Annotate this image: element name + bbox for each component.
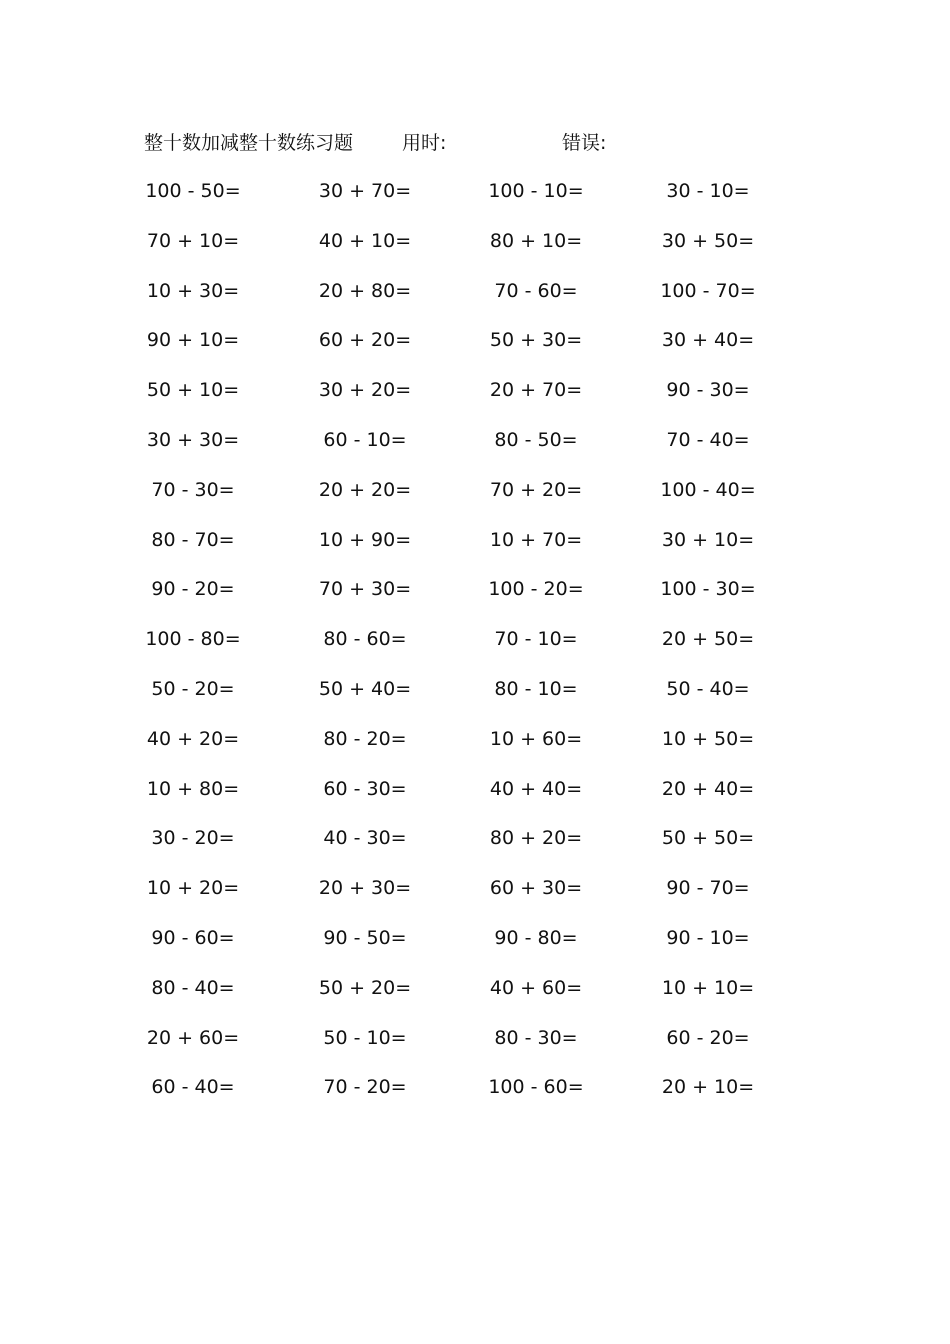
problem-row: [0, 1021, 950, 1071]
problem-item: 70 - 20=: [323, 1076, 407, 1099]
problem-item: 60 - 20=: [666, 1026, 750, 1049]
problem-item: 90 + 10=: [146, 329, 240, 352]
problem-item: 10 + 10=: [661, 976, 755, 999]
problem-row: [0, 572, 950, 622]
problem-item: 20 + 70=: [489, 379, 583, 402]
problem-item: 10 + 50=: [661, 727, 755, 750]
problem-item: 90 - 30=: [666, 379, 750, 402]
problem-item: 20 + 20=: [318, 478, 412, 501]
problem-row: [0, 224, 950, 274]
problem-item: 50 - 10=: [323, 1026, 407, 1049]
problem-item: 100 - 50=: [145, 180, 241, 202]
problem-item: 20 + 60=: [146, 1026, 240, 1049]
error-label: 错误:: [562, 132, 607, 154]
problem-item: 90 - 70=: [666, 877, 750, 900]
problem-row: [0, 473, 950, 523]
problem-item: 30 + 40=: [661, 329, 755, 352]
problem-item: 80 + 20=: [489, 827, 583, 850]
problem-item: 40 + 40=: [489, 777, 583, 800]
problem-item: 60 - 40=: [151, 1076, 235, 1099]
problem-item: 20 + 30=: [318, 877, 412, 900]
problem-row: [0, 1070, 950, 1120]
problem-item: 50 - 40=: [666, 677, 750, 700]
problem-item: 60 - 10=: [323, 428, 407, 451]
problem-item: 100 - 70=: [660, 279, 756, 302]
problem-item: 30 + 10=: [661, 528, 755, 551]
problem-item: 30 + 50=: [661, 229, 755, 252]
problem-item: 30 + 20=: [318, 379, 412, 402]
problem-item: 10 + 90=: [318, 528, 412, 551]
problem-item: 10 + 30=: [146, 279, 240, 302]
problem-item: 70 - 10=: [494, 628, 578, 651]
problem-item: 20 + 40=: [661, 777, 755, 800]
problem-item: 50 + 30=: [489, 329, 583, 352]
problem-item: 20 + 50=: [661, 628, 755, 651]
problem-item: 10 + 80=: [146, 777, 240, 800]
problem-item: 90 - 60=: [151, 926, 235, 949]
problem-item: 100 - 80=: [145, 628, 241, 651]
problem-item: 10 + 70=: [489, 528, 583, 551]
problem-item: 50 + 20=: [318, 976, 412, 999]
problem-item: 100 - 30=: [660, 578, 756, 601]
problem-item: 80 - 10=: [494, 677, 578, 700]
problem-item: 70 - 30=: [151, 478, 235, 501]
problem-row: [0, 274, 950, 324]
problem-row: [0, 672, 950, 722]
problem-item: 90 - 10=: [666, 926, 750, 949]
problem-item: 70 + 30=: [318, 578, 412, 601]
problem-item: 90 - 80=: [494, 926, 578, 949]
problem-item: 30 + 70=: [318, 180, 412, 202]
problem-item: 90 - 50=: [323, 926, 407, 949]
problem-item: 30 + 30=: [146, 428, 240, 451]
problem-row: [0, 871, 950, 921]
problem-item: 10 + 20=: [146, 877, 240, 900]
problem-row: [0, 423, 950, 473]
problem-row: [0, 772, 950, 822]
problem-row: [0, 722, 950, 772]
problem-item: 40 + 20=: [146, 727, 240, 750]
problem-row: [0, 921, 950, 971]
problem-row: [0, 523, 950, 573]
problem-item: 100 - 20=: [488, 578, 584, 601]
problem-row: [0, 323, 950, 373]
problem-item: 100 - 10=: [488, 180, 584, 202]
problem-item: 70 - 60=: [494, 279, 578, 302]
problem-item: 40 + 60=: [489, 976, 583, 999]
problem-row: [0, 373, 950, 423]
problem-item: 80 - 50=: [494, 428, 578, 451]
problem-item: 70 + 10=: [146, 229, 240, 252]
problem-item: 90 - 20=: [151, 578, 235, 601]
problem-item: 30 - 10=: [666, 180, 750, 202]
problem-item: 70 + 20=: [489, 478, 583, 501]
problem-row: [0, 971, 950, 1021]
problem-grid: [0, 174, 950, 1120]
problem-item: 20 + 10=: [661, 1076, 755, 1099]
worksheet-header: [144, 128, 844, 158]
problem-item: 60 - 30=: [323, 777, 407, 800]
time-label: 用时:: [402, 132, 447, 154]
problem-item: 80 - 30=: [494, 1026, 578, 1049]
problem-item: 40 + 10=: [318, 229, 412, 252]
problem-item: 30 - 20=: [151, 827, 235, 850]
problem-item: 70 - 40=: [666, 428, 750, 451]
problem-item: 80 - 70=: [151, 528, 235, 551]
problem-item: 60 + 20=: [318, 329, 412, 352]
problem-item: 50 - 20=: [151, 677, 235, 700]
problem-item: 80 - 40=: [151, 976, 235, 999]
problem-item: 80 - 60=: [323, 628, 407, 651]
problem-item: 40 - 30=: [323, 827, 407, 850]
problem-item: 100 - 40=: [660, 478, 756, 501]
problem-item: 50 + 10=: [146, 379, 240, 402]
problem-row: [0, 174, 950, 224]
problem-item: 50 + 40=: [318, 677, 412, 700]
problem-row: [0, 622, 950, 672]
problem-item: 10 + 60=: [489, 727, 583, 750]
problem-item: 60 + 30=: [489, 877, 583, 900]
problem-row: [0, 821, 950, 871]
problem-item: 100 - 60=: [488, 1076, 584, 1099]
problem-item: 50 + 50=: [661, 827, 755, 850]
worksheet-title: 整十数加减整十数练习题: [144, 132, 354, 154]
problem-item: 80 + 10=: [489, 229, 583, 252]
problem-item: 20 + 80=: [318, 279, 412, 302]
problem-item: 80 - 20=: [323, 727, 407, 750]
